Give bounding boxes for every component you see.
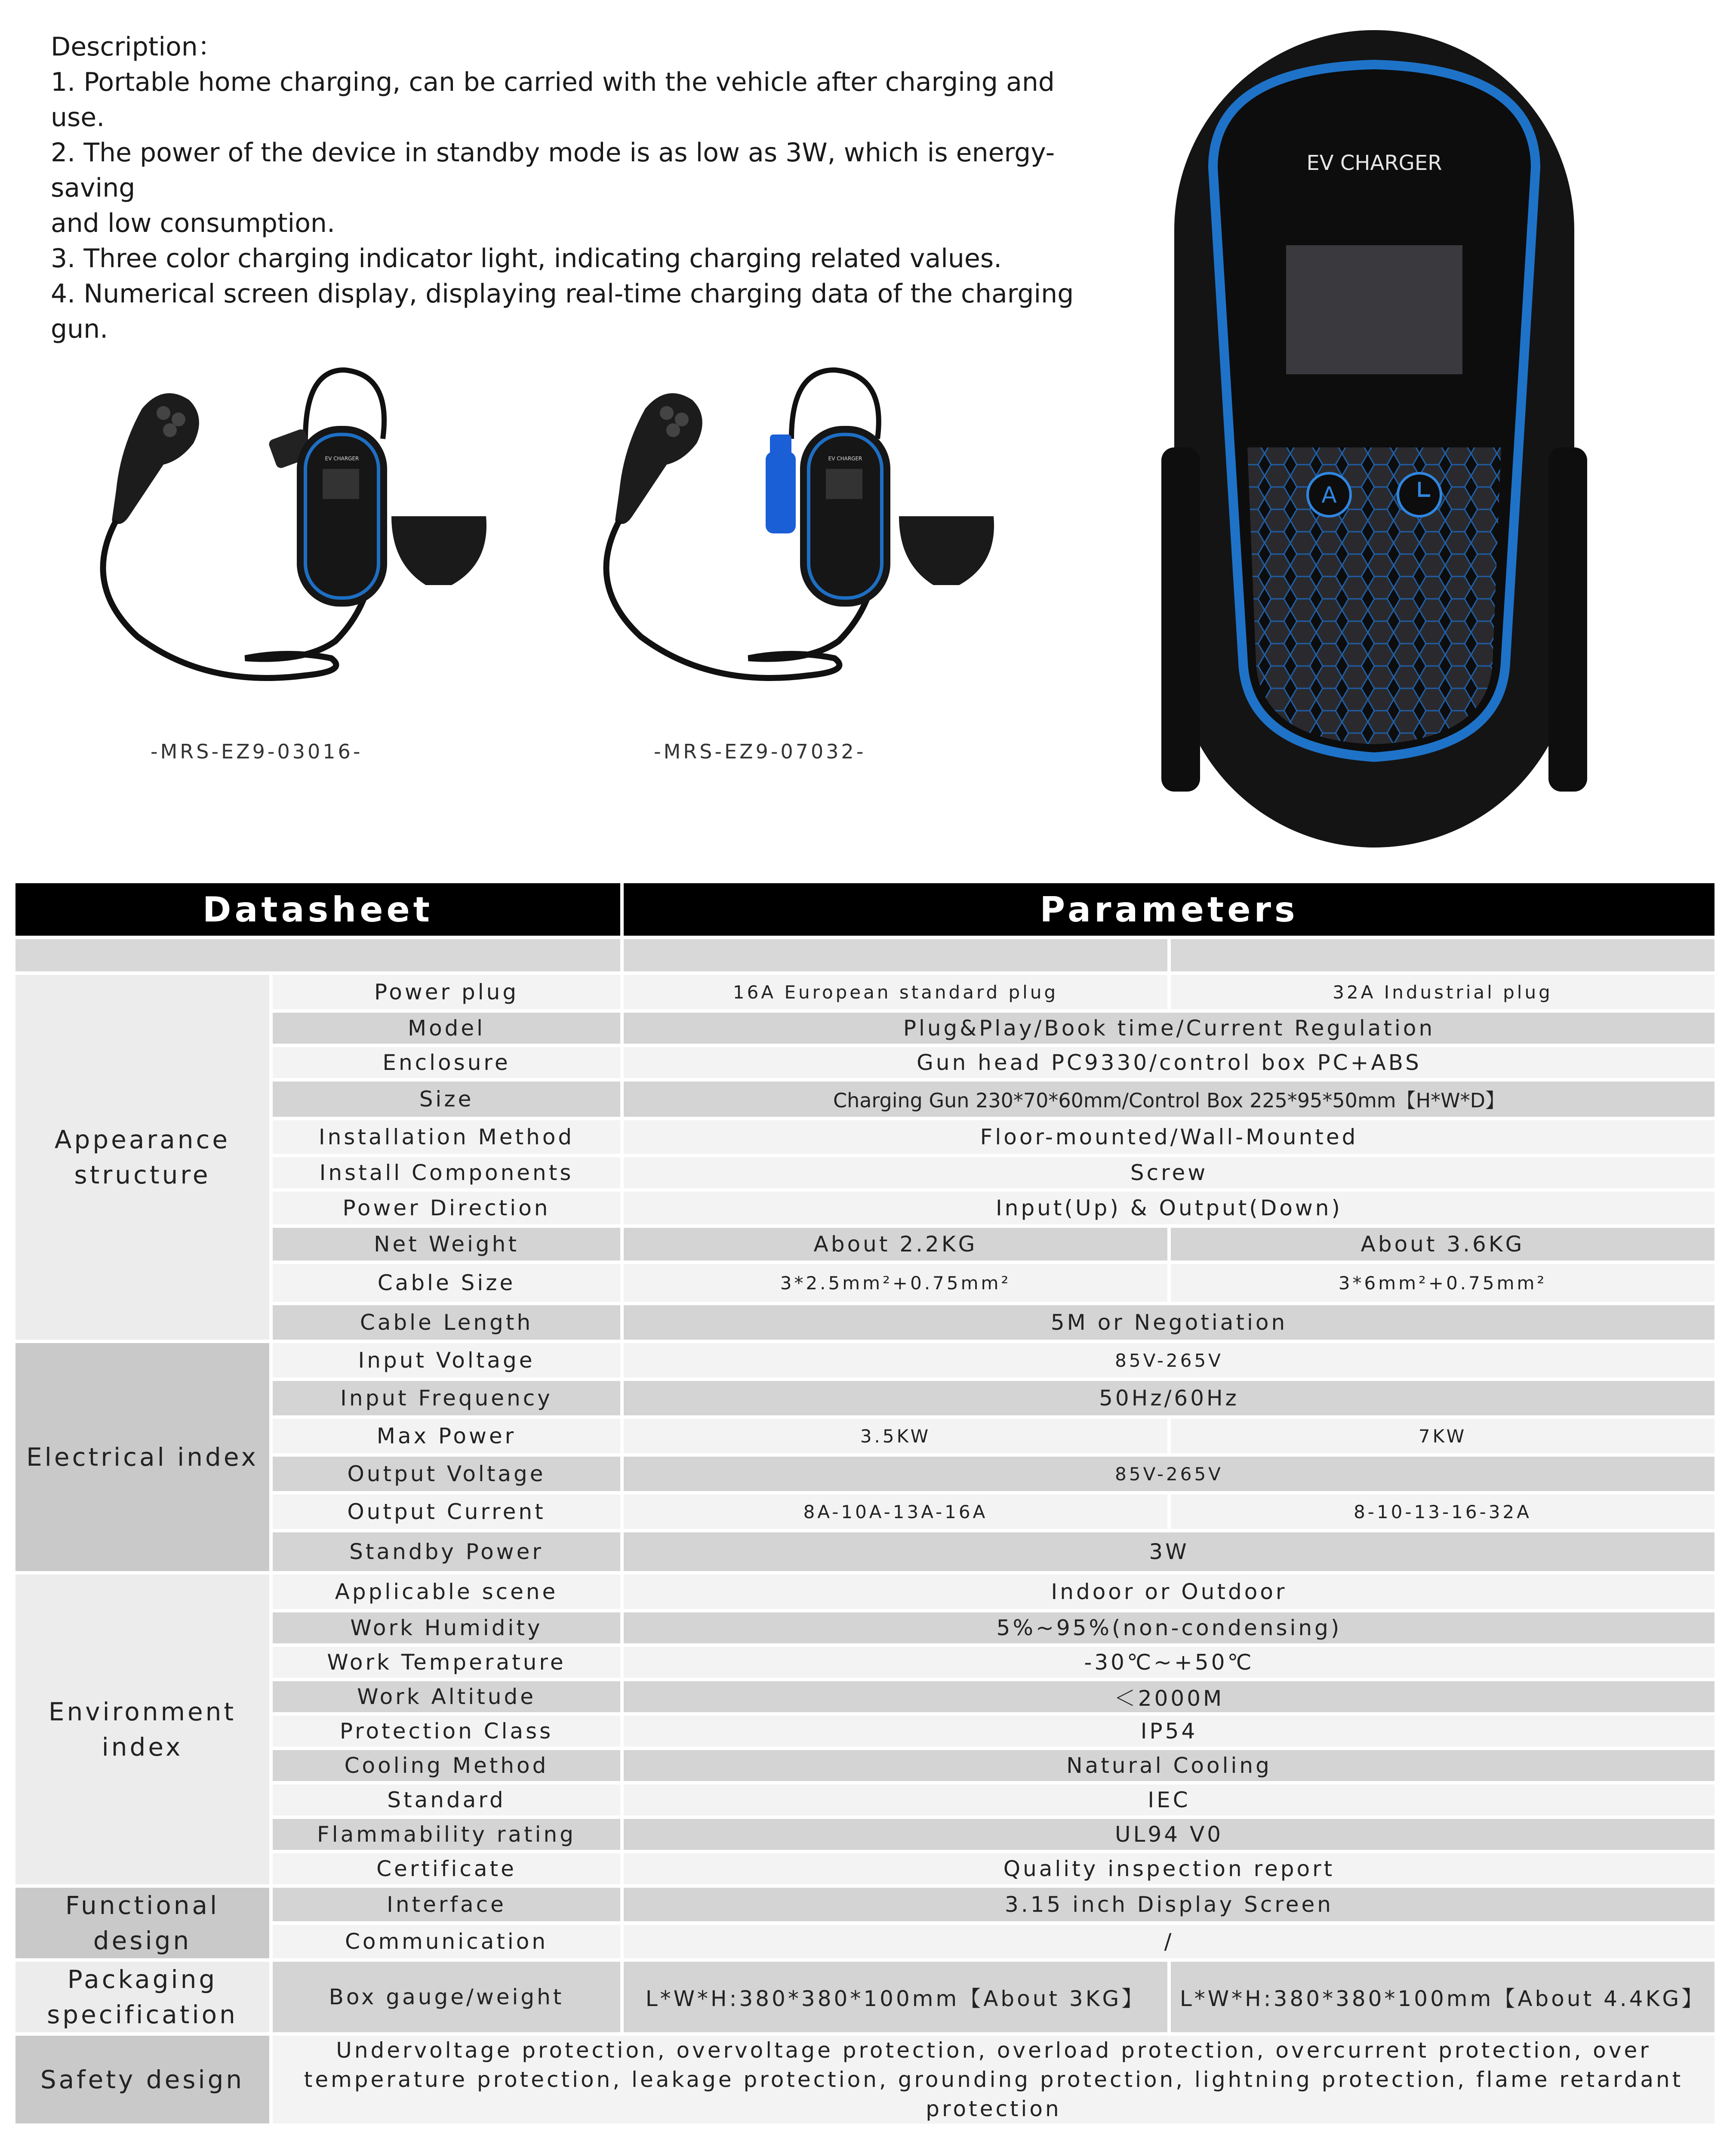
row-value: 3.15 inch Display Screen [624,1888,1714,1921]
row-value: Quality inspection report [624,1853,1714,1884]
row-value: About 3.6KG [1171,1228,1714,1260]
row-label: Enclosure [273,1047,620,1078]
datasheet-table [15,880,1714,2127]
row-value: 5M or Negotiation [624,1305,1714,1340]
row-value: Indoor or Outdoor [624,1575,1714,1609]
row-value: 50Hz/60Hz [624,1381,1714,1415]
row-value: L*W*H:380*380*100mm【About 4.4KG】 [1171,1962,1714,2032]
product-caption: -MRS-EZ9-03016- [151,740,363,763]
row-value: Plug&Play/Book time/Current Regulation [624,1013,1714,1044]
category-electrical: Electrical index [15,1343,269,1571]
row-label: Flammability rating [273,1819,620,1850]
category-safety: Safety design [15,2036,269,2123]
device-label: EV CHARGER [828,456,862,462]
device-label: EV CHARGER [325,456,359,462]
row-label: Cooling Method [273,1750,620,1781]
blank-row [15,939,620,971]
product-image-industrial-plug [568,361,1041,714]
row-value: 3.5KW [624,1419,1167,1453]
row-value: UL94 V0 [624,1819,1714,1850]
row-label: Work Temperature [273,1647,620,1678]
row-label: Communication [273,1925,620,1958]
category-appearance: Appearance structure [15,975,269,1340]
row-value: About 2.2KG [624,1228,1167,1260]
category-functional: Functional design [15,1888,269,1958]
row-label: Work Altitude [273,1681,620,1712]
row-value: 3W [624,1532,1714,1571]
row-label: Protection Class [273,1716,620,1747]
row-value: IEC [624,1784,1714,1815]
row-value: 7KW [1171,1419,1714,1453]
safety-description: Undervoltage protection, overvoltage protection, overload protection, overcurrent protection, over temperature protection, leakage protection, grounding protection, lightning protection, flame retardant protection [273,2036,1714,2123]
row-value: L*W*H:380*380*100mm【About 3KG】 [624,1962,1167,2032]
ev-charger-main-image [1161,17,1591,869]
description-line: 3. Three color charging indicator light, indicating charging related values. [51,243,1002,274]
row-label: Certificate [273,1853,620,1884]
row-value: / [624,1925,1714,1958]
description-line: and low consumption. [51,208,336,238]
description-line: 1. Portable home charging, can be carried with the vehicle after charging and use. [51,67,1055,133]
row-value: -30℃~+50℃ [624,1647,1714,1678]
row-label: Box gauge/weight [273,1962,620,2032]
row-label: Interface [273,1888,620,1921]
product-caption: -MRS-EZ9-07032- [654,740,866,763]
row-label: Net Weight [273,1228,620,1260]
row-value: Gun head PC9330/control box PC+ABS [624,1047,1714,1078]
row-value: 85V-265V [624,1343,1714,1378]
row-label: Work Humidity [273,1612,620,1643]
svg-text:A: A [1321,482,1337,508]
row-value: Charging Gun 230*70*60mm/Control Box 225*95*50mm【H*W*D】 [624,1082,1714,1117]
row-label: Standby Power [273,1532,620,1571]
row-value: ＜2000M [624,1681,1714,1712]
row-label: Power Direction [273,1192,620,1224]
description-line: 2. The power of the device in standby mode is as low as 3W, which is energy-saving [51,138,1055,203]
header-datasheet: Datasheet [15,883,620,936]
blank-row [624,939,1167,971]
product-image-eu-plug [65,361,538,714]
row-value: 3*2.5mm²+0.75mm² [624,1264,1167,1302]
description-block [51,29,1092,347]
row-value: 3*6mm²+0.75mm² [1171,1264,1714,1302]
row-label: Model [273,1013,620,1044]
charger-brand-label: EV CHARGER [1306,151,1442,175]
row-label: Applicable scene [273,1575,620,1609]
row-value: Natural Cooling [624,1750,1714,1781]
row-value: 8-10-13-16-32A [1171,1495,1714,1529]
row-label: Cable Length [273,1305,620,1340]
row-label: Output Current [273,1495,620,1529]
row-label: Input Voltage [273,1343,620,1378]
row-value: 5%~95%(non-condensing) [624,1612,1714,1643]
category-packaging: Packaging specification [15,1962,269,2032]
blank-row [1171,939,1714,971]
description-title: Description： [51,32,224,62]
row-label: Power plug [273,975,620,1009]
row-label: Installation Method [273,1120,620,1154]
row-value: Screw [624,1157,1714,1188]
row-value: 32A Industrial plug [1171,975,1714,1009]
row-label: Install Components [273,1157,620,1188]
row-label: Input Frequency [273,1381,620,1415]
row-value: 85V-265V [624,1457,1714,1491]
row-label: Max Power [273,1419,620,1453]
row-value: IP54 [624,1716,1714,1747]
row-label: Standard [273,1784,620,1815]
row-value: Floor-mounted/Wall-Mounted [624,1120,1714,1154]
row-label: Output Voltage [273,1457,620,1491]
description-line: 4. Numerical screen display, displaying real-time charging data of the charging gun. [51,279,1074,344]
category-environment: Environment index [15,1575,269,1884]
row-value: 16A European standard plug [624,975,1167,1009]
row-value: Input(Up) & Output(Down) [624,1192,1714,1224]
row-label: Cable Size [273,1264,620,1302]
row-label: Size [273,1082,620,1117]
header-parameters: Parameters [624,883,1714,936]
row-value: 8A-10A-13A-16A [624,1495,1167,1529]
